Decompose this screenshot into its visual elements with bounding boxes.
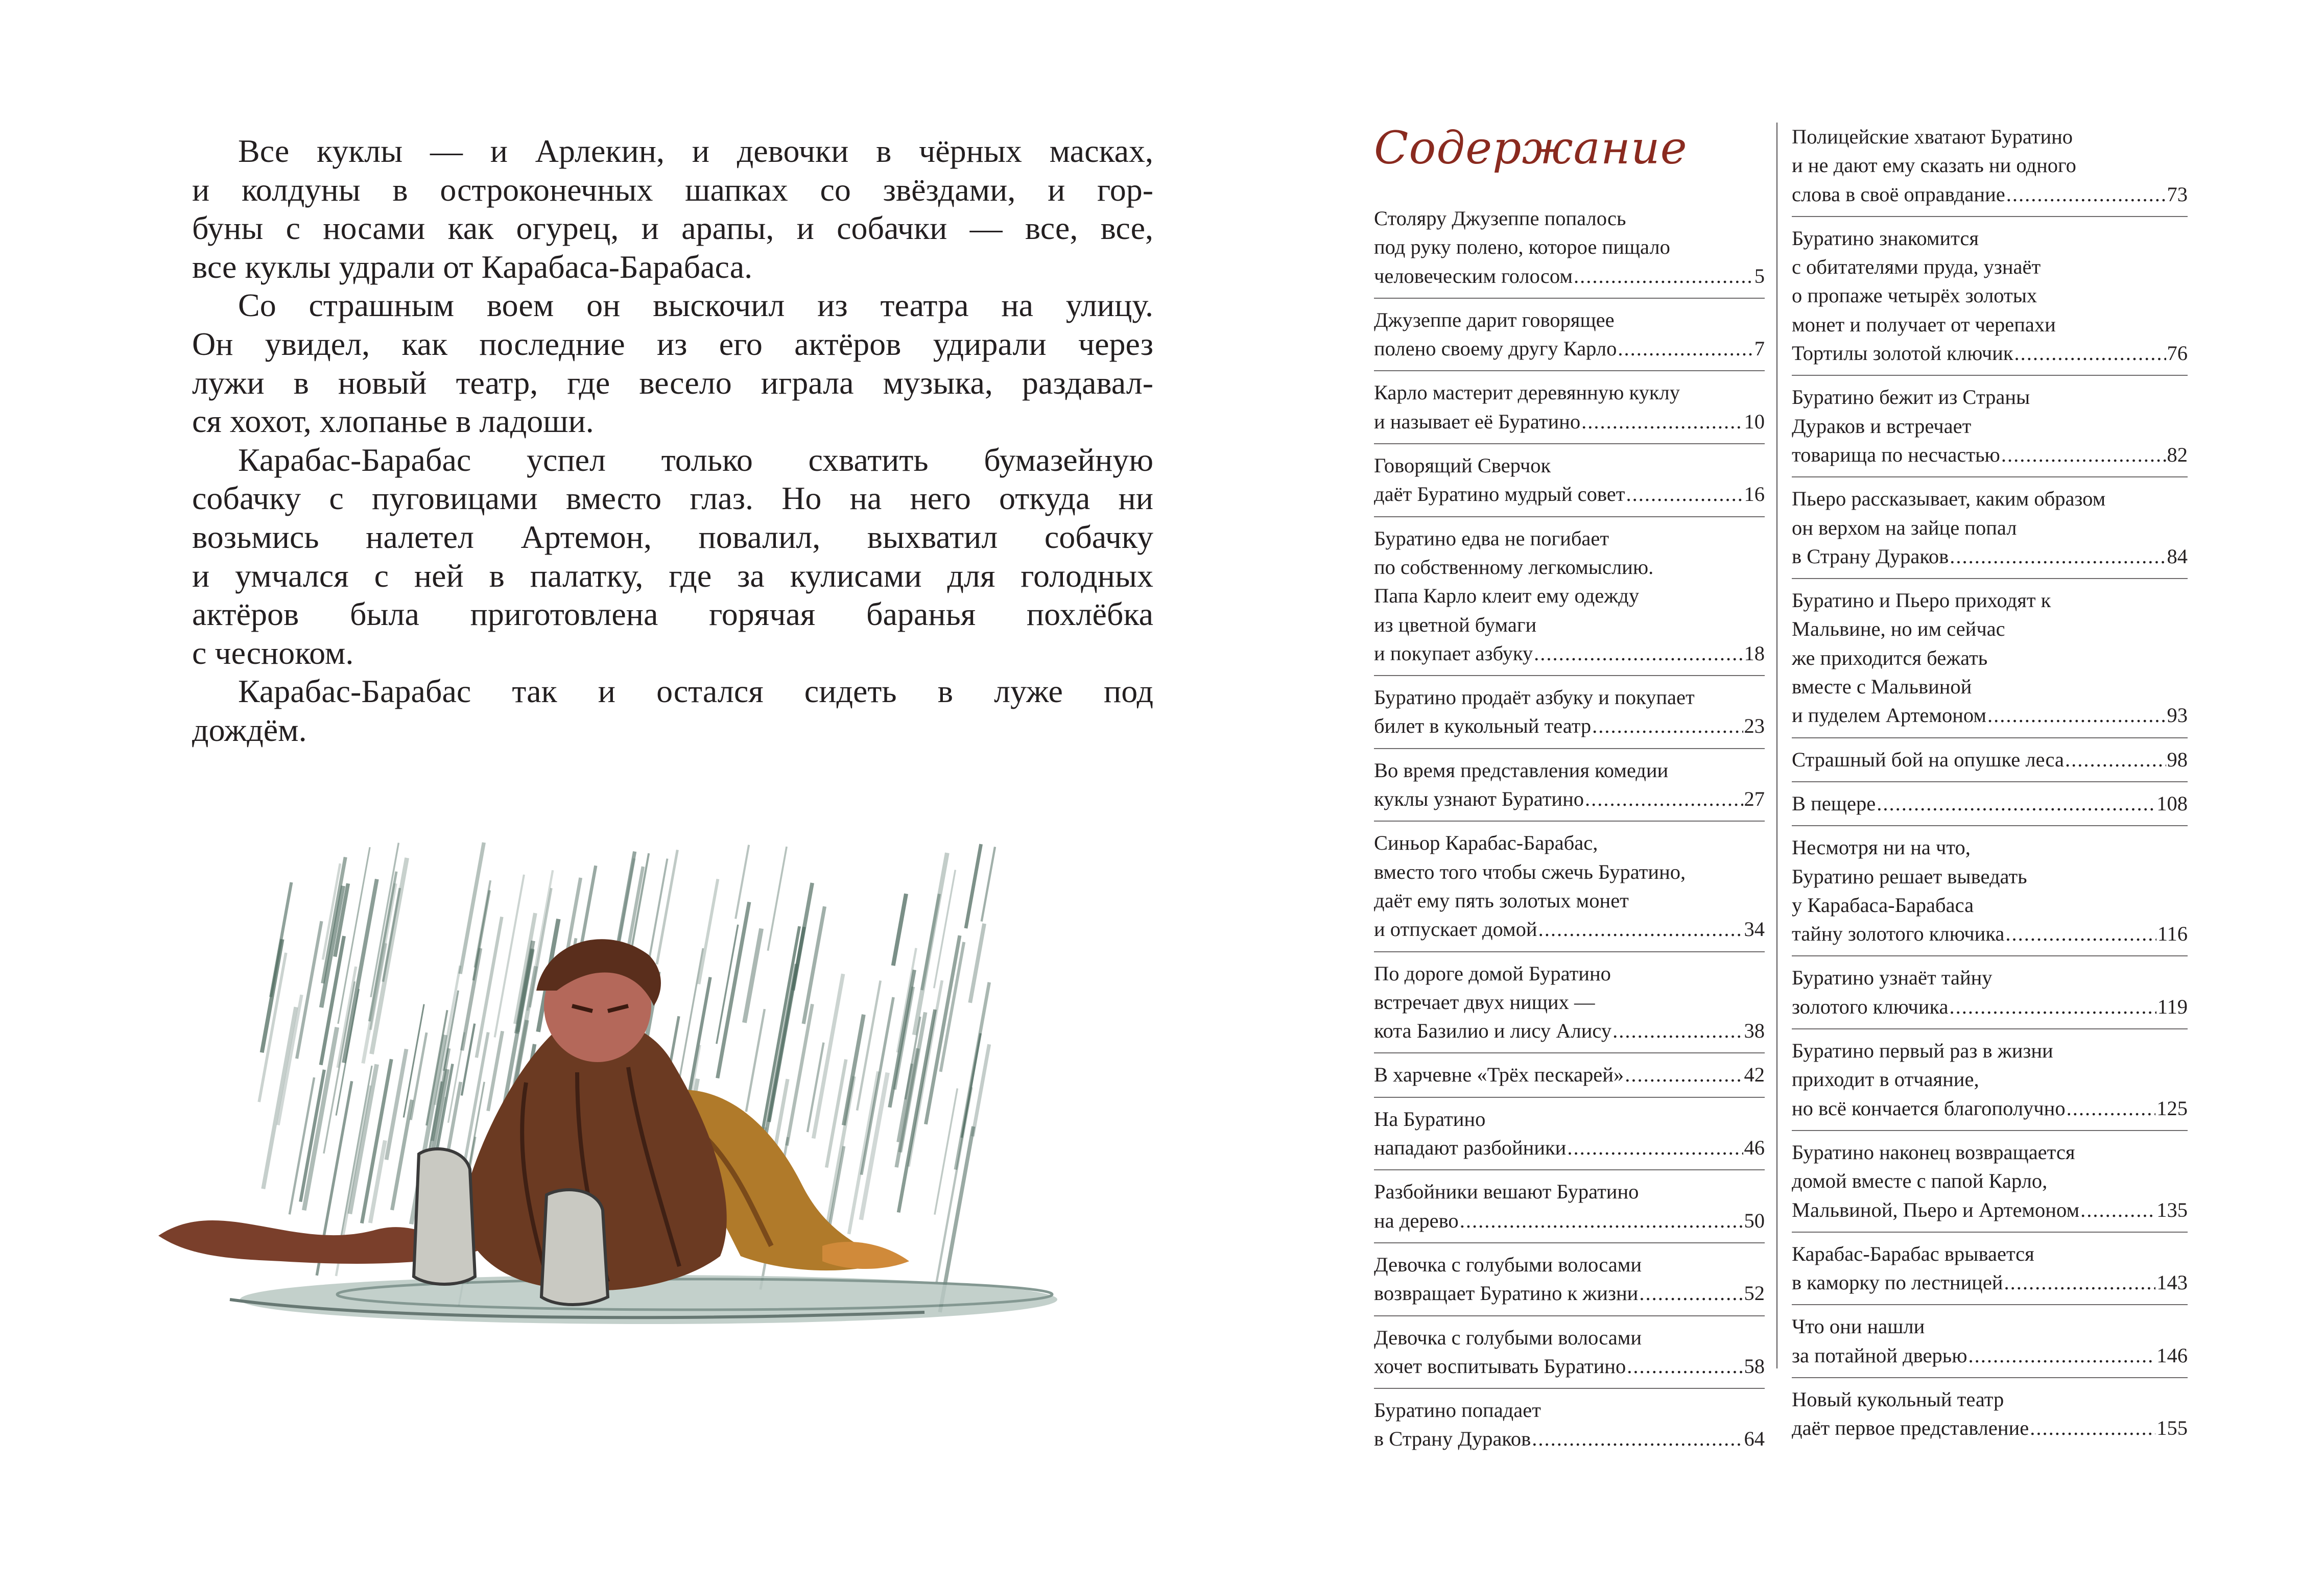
contents-entry-text: и покупает азбуку bbox=[1374, 641, 1533, 665]
contents-entry bbox=[1792, 383, 2188, 477]
rain-stroke bbox=[657, 850, 677, 964]
rain-stroke bbox=[339, 1066, 372, 1250]
dot-leader bbox=[1969, 1341, 2156, 1370]
contents-entry-line: Синьор Карабас-Барабас, bbox=[1374, 831, 1598, 855]
page-number: 108 bbox=[2156, 791, 2188, 815]
page-number: 16 bbox=[1744, 483, 1765, 506]
rain-stroke bbox=[941, 942, 964, 1072]
rain-stroke bbox=[363, 883, 395, 1063]
page-number: 58 bbox=[1744, 1354, 1765, 1378]
story-line: ся хохот, хлопанье в ладоши. bbox=[192, 403, 594, 440]
contents-entry-last-line bbox=[1374, 262, 1765, 291]
contents-entry-line: Буратино продаёт азбуку и покупает bbox=[1374, 686, 1695, 709]
rain-stroke bbox=[962, 1033, 981, 1138]
contents-title: Содержание bbox=[1374, 122, 1688, 174]
rain-stroke bbox=[982, 847, 995, 922]
dot-leader bbox=[1532, 1425, 1743, 1453]
contents-entry bbox=[1374, 524, 1765, 676]
story-line: собачку с пуговицами вместо глаз. Но на него откуда ни bbox=[192, 480, 1153, 517]
contents-entry-line: Новый кукольный театр bbox=[1792, 1387, 2004, 1411]
contents-entry-text: Тортилы золотой ключик bbox=[1792, 342, 2013, 365]
dot-leader bbox=[1612, 1017, 1743, 1045]
rain-stroke bbox=[515, 913, 535, 1024]
contents-entry bbox=[1374, 204, 1765, 299]
contents-entry-last-line bbox=[1374, 1352, 1765, 1381]
contents-entry-text: даёт первое представление bbox=[1792, 1416, 2029, 1440]
contents-entry-last-line bbox=[1792, 1268, 2188, 1297]
dot-leader bbox=[2030, 1414, 2155, 1442]
left-boot bbox=[414, 1149, 475, 1284]
contents-entry-last-line bbox=[1374, 480, 1765, 509]
contents-entry bbox=[1792, 586, 2188, 738]
contents-entry-line: Карло мастерит деревянную куклу bbox=[1374, 381, 1680, 404]
page-number: 82 bbox=[2167, 443, 2188, 466]
story-line: и колдуны в остроконечных шапках со звёздами, и гор- bbox=[192, 171, 1153, 208]
contents-entry-line: из цветной бумаги bbox=[1374, 613, 1537, 636]
rain-stroke bbox=[935, 1089, 957, 1215]
contents-entry-line: даёт ему пять золотых монет bbox=[1374, 888, 1629, 912]
rain-stroke bbox=[344, 879, 377, 1063]
page-number: 10 bbox=[1744, 410, 1765, 433]
contents-entry-last-line bbox=[1374, 407, 1765, 436]
page-number: 64 bbox=[1744, 1427, 1765, 1451]
dot-leader bbox=[1949, 993, 2156, 1021]
hand bbox=[822, 1242, 909, 1269]
right-boot bbox=[541, 1190, 608, 1305]
story-line: Карабас-Барабас так и остался сидеть в луже под bbox=[238, 673, 1153, 710]
contents-entry bbox=[1792, 224, 2188, 376]
contents-entry-last-line bbox=[1374, 1061, 1765, 1089]
contents-entry-last-line bbox=[1374, 1207, 1765, 1235]
contents-entry-line: Буратино узнаёт тайну bbox=[1792, 966, 1993, 990]
rain-stroke bbox=[862, 997, 894, 1175]
contents-entry-text: Мальвиной, Пьеро и Артемоном bbox=[1792, 1198, 2080, 1221]
contents-entry-line: монет и получает от черепахи bbox=[1792, 312, 2056, 336]
contents-entry-line: встречает двух нищих — bbox=[1374, 990, 1595, 1014]
contents-entry-line: Во время представления комедии bbox=[1374, 758, 1669, 782]
story-line: все куклы удрали от Карабаса-Барабаса. bbox=[192, 248, 753, 285]
contents-entry-last-line bbox=[1792, 339, 2188, 368]
contents-entry-last-line bbox=[1374, 712, 1765, 740]
contents-entry bbox=[1374, 683, 1765, 749]
contents-entry-line: Джузеппе дарит говорящее bbox=[1374, 308, 1615, 331]
contents-entry-last-line bbox=[1374, 915, 1765, 944]
contents-entry bbox=[1792, 746, 2188, 782]
dot-leader bbox=[1627, 1352, 1743, 1381]
story-text bbox=[192, 132, 1153, 750]
rain-stroke bbox=[966, 844, 981, 928]
contents-entry-text: слова в своё оправдание bbox=[1792, 182, 2005, 206]
page-number: 7 bbox=[1754, 337, 1765, 360]
contents-entry-text: хочет воспитывать Буратино bbox=[1374, 1354, 1626, 1378]
contents-entry bbox=[1792, 1138, 2188, 1233]
rain-stroke bbox=[699, 879, 718, 984]
dot-leader bbox=[2067, 1094, 2156, 1123]
contents-entry-last-line bbox=[1374, 1279, 1765, 1308]
story-line: и умчался с ней в палатку, где за кулисами для голодных bbox=[192, 557, 1153, 594]
page-number: 34 bbox=[1744, 918, 1765, 941]
contents-entry-text: В харчевне «Трёх пескарей» bbox=[1374, 1063, 1624, 1087]
page-number: 93 bbox=[2167, 704, 2188, 727]
contents-entry-line: Девочка с голубыми волосами bbox=[1374, 1253, 1642, 1276]
story-line: Все куклы — и Арлекин, и девочки в чёрных масках, bbox=[238, 133, 1153, 169]
contents-entry-text: на дерево bbox=[1374, 1209, 1459, 1232]
contents-entry-line: вместо того чтобы сжечь Буратино, bbox=[1374, 860, 1686, 883]
page-number: 52 bbox=[1744, 1282, 1765, 1305]
story-line: Он увидел, как последние из его актёров удирали через bbox=[192, 325, 1153, 362]
contents-entry-text: даёт Буратино мудрый совет bbox=[1374, 483, 1625, 506]
rain-stroke bbox=[744, 928, 761, 1022]
rain-stroke bbox=[304, 1027, 337, 1210]
rain-stroke bbox=[278, 995, 302, 1125]
page-number: 155 bbox=[2156, 1416, 2188, 1440]
contents-entry-text: человеческим голосом bbox=[1374, 264, 1573, 287]
page-number: 146 bbox=[2156, 1343, 2188, 1367]
dot-leader bbox=[1626, 480, 1743, 509]
contents-entry-text: в каморку по лестницей bbox=[1792, 1271, 2003, 1294]
contents-entry-text: и отпускает домой bbox=[1374, 918, 1537, 941]
contents-entry-text: золотого ключика bbox=[1792, 995, 1949, 1018]
contents-entry bbox=[1792, 789, 2188, 826]
rain-stroke bbox=[444, 991, 458, 1071]
story-line: возьмись налетел Артемон, повалил, выхватил собачку bbox=[192, 518, 1153, 555]
contents-entry-line: о пропаже четырёх золотых bbox=[1792, 284, 2037, 307]
contents-entry-line: с обитателями пруда, узнаёт bbox=[1792, 255, 2041, 279]
dot-leader bbox=[1639, 1279, 1743, 1308]
rain-stroke bbox=[411, 1032, 426, 1120]
page-number: 23 bbox=[1744, 714, 1765, 738]
contents-entry-line: и не дают ему сказать ни одного bbox=[1792, 154, 2076, 177]
dot-leader bbox=[1592, 712, 1743, 740]
contents-entry-line: Столяру Джузеппе попалось bbox=[1374, 207, 1626, 230]
dot-leader bbox=[1625, 1061, 1743, 1089]
rain-stroke bbox=[970, 924, 984, 1003]
rain-stroke bbox=[263, 1007, 296, 1189]
page-number: 18 bbox=[1744, 641, 1765, 665]
contents-entry-line: Говорящий Сверчок bbox=[1374, 454, 1551, 477]
contents-entry-line: Буратино едва не погибает bbox=[1374, 526, 1609, 550]
dot-leader bbox=[1950, 542, 2166, 571]
contents-entry-text: и пуделем Артемоном bbox=[1792, 704, 1986, 727]
contents-entry-text: за потайной дверью bbox=[1792, 1343, 1967, 1367]
contents-entry-text: полено своему другу Карло bbox=[1374, 337, 1617, 360]
contents-entry-line: Буратино наконец возвращается bbox=[1792, 1140, 2075, 1164]
page-number: 143 bbox=[2156, 1271, 2188, 1294]
rain-stroke bbox=[768, 847, 787, 951]
contents-entry bbox=[1374, 378, 1765, 444]
contents-entry-line: Буратино попадает bbox=[1374, 1399, 1541, 1422]
contents-entry bbox=[1374, 829, 1765, 952]
dot-leader bbox=[2004, 1268, 2155, 1297]
contents-entry-text: но всё кончается благополучно bbox=[1792, 1096, 2066, 1120]
contents-entry bbox=[1374, 451, 1765, 517]
contents-entry-text: кота Базилио и лису Алису bbox=[1374, 1019, 1612, 1043]
contents-entry bbox=[1792, 833, 2188, 956]
dot-leader bbox=[1538, 915, 1743, 944]
story-line: Карабас-Барабас успел только схватить бумазейную bbox=[238, 441, 1153, 478]
contents-entry-line: Буратино первый раз в жизни bbox=[1792, 1039, 2053, 1063]
contents-entry-line: вместе с Мальвиной bbox=[1792, 675, 1972, 699]
contents-entry-line: Девочка с голубыми волосами bbox=[1374, 1326, 1642, 1349]
contents-entry bbox=[1792, 485, 2188, 579]
story-line: буны с носами как огурец, и арапы, и собачки — все, все, bbox=[192, 210, 1153, 247]
contents-entry-line: Полицейские хватают Буратино bbox=[1792, 125, 2073, 148]
contents-column-2 bbox=[1792, 123, 2188, 1457]
rain-stroke bbox=[814, 974, 843, 1138]
contents-entry bbox=[1374, 1396, 1765, 1461]
dot-leader bbox=[1460, 1207, 1743, 1235]
contents-entry-last-line bbox=[1792, 1414, 2188, 1442]
contents-column-divider bbox=[1776, 123, 1777, 1368]
contents-entry-line: домой вместе с папой Карло, bbox=[1792, 1169, 2048, 1193]
contents-entry-text: нападают разбойники bbox=[1374, 1136, 1567, 1160]
contents-entry-last-line bbox=[1792, 441, 2188, 469]
story-line: Со страшным воем он выскочил из театра на улицу. bbox=[238, 287, 1153, 324]
contents-entry-line: Разбойники вешают Буратино bbox=[1374, 1180, 1639, 1204]
contents-entry-text: В пещере bbox=[1792, 791, 1876, 815]
dot-leader bbox=[1534, 639, 1743, 668]
dot-leader bbox=[1877, 789, 2155, 818]
contents-entry-text: Страшный бой на опушке леса bbox=[1792, 748, 2064, 771]
contents-entry-text: и называет её Буратино bbox=[1374, 410, 1581, 433]
page-number: 135 bbox=[2156, 1198, 2188, 1221]
contents-entry-last-line bbox=[1374, 1425, 1765, 1453]
dot-leader bbox=[1581, 407, 1743, 436]
page-number: 5 bbox=[1754, 264, 1765, 287]
contents-entry-line: Пьеро рассказывает, каким образом bbox=[1792, 487, 2106, 511]
rain-stroke bbox=[893, 894, 906, 966]
dot-leader bbox=[2014, 339, 2166, 368]
contents-entry-line: Карабас-Барабас врывается bbox=[1792, 1242, 2034, 1265]
page-number: 119 bbox=[2157, 995, 2188, 1018]
contents-entry bbox=[1374, 1061, 1765, 1097]
page-number: 46 bbox=[1744, 1136, 1765, 1160]
contents-entry-line: Что они нашли bbox=[1792, 1315, 1925, 1338]
contents-entry-last-line bbox=[1792, 920, 2188, 948]
contents-entry-last-line bbox=[1374, 785, 1765, 813]
rain-stroke bbox=[473, 891, 490, 980]
page-number: 98 bbox=[2167, 748, 2188, 771]
page-number: 38 bbox=[1744, 1019, 1765, 1043]
dot-leader bbox=[1585, 785, 1743, 813]
page-number: 84 bbox=[2167, 544, 2188, 568]
contents-entry-last-line bbox=[1374, 334, 1765, 363]
page-number: 27 bbox=[1744, 787, 1765, 811]
contents-entry-line: под руку полено, которое пищало bbox=[1374, 235, 1670, 259]
story-line: лужи в новый театр, где весело играла музыка, раздавал- bbox=[192, 364, 1153, 401]
contents-entry-line: По дороге домой Буратино bbox=[1374, 961, 1611, 985]
dot-leader bbox=[2065, 746, 2166, 774]
contents-entry-text: билет в кукольный театр bbox=[1374, 714, 1592, 738]
karabas-in-rain-illustration bbox=[158, 837, 1159, 1348]
contents-entry-last-line bbox=[1374, 1017, 1765, 1045]
contents-entry-last-line bbox=[1792, 1341, 2188, 1370]
story-line: дождём. bbox=[192, 711, 307, 748]
contents-entry bbox=[1792, 123, 2188, 217]
rain-stroke bbox=[746, 1009, 765, 1112]
contents-entry-last-line bbox=[1792, 1196, 2188, 1224]
contents-entry-text: товарища по несчастью bbox=[1792, 443, 2000, 466]
contents-entry bbox=[1374, 306, 1765, 372]
dot-leader bbox=[1618, 334, 1753, 363]
dot-leader bbox=[1987, 701, 2166, 730]
dot-leader bbox=[2080, 1196, 2155, 1224]
contents-entry bbox=[1374, 1177, 1765, 1243]
dot-leader bbox=[1567, 1134, 1743, 1162]
contents-entry-line: Папа Карло клеит ему одежду bbox=[1374, 584, 1640, 608]
contents-entry-text: в Страну Дураков bbox=[1792, 544, 1949, 568]
contents-column-1 bbox=[1374, 204, 1765, 1468]
contents-entry bbox=[1792, 1240, 2188, 1306]
contents-entry bbox=[1374, 756, 1765, 822]
contents-entry bbox=[1792, 964, 2188, 1029]
page-number: 50 bbox=[1744, 1209, 1765, 1232]
contents-entry-last-line bbox=[1792, 746, 2188, 774]
contents-entry bbox=[1374, 1251, 1765, 1316]
contents-entry-line: Буратино решает выведать bbox=[1792, 864, 2027, 888]
contents-entry-last-line bbox=[1374, 639, 1765, 668]
contents-entry-last-line bbox=[1792, 993, 2188, 1021]
contents-entry-text: тайну золотого ключика bbox=[1792, 922, 2005, 946]
contents-entry-line: приходит в отчаяние, bbox=[1792, 1068, 1979, 1091]
contents-entry-last-line bbox=[1792, 789, 2188, 818]
contents-entry-line: Буратино и Пьеро приходят к bbox=[1792, 589, 2051, 612]
rain-stroke bbox=[488, 1031, 503, 1111]
contents-entry-line: у Карабаса-Барабаса bbox=[1792, 893, 1974, 917]
contents-entry-line: Несмотря ни на что, bbox=[1792, 836, 1971, 859]
contents-entry bbox=[1792, 1037, 2188, 1131]
contents-entry bbox=[1374, 959, 1765, 1054]
page-number: 125 bbox=[2156, 1096, 2188, 1120]
contents-entry-line: Буратино знакомится bbox=[1792, 226, 1979, 250]
contents-entry bbox=[1792, 1312, 2188, 1378]
rain-stroke bbox=[828, 1146, 844, 1233]
contents-entry-last-line bbox=[1792, 180, 2188, 209]
contents-entry-line: же приходится бежать bbox=[1792, 646, 1988, 669]
rain-stroke bbox=[370, 1140, 385, 1223]
contents-entry-last-line bbox=[1374, 1134, 1765, 1162]
dot-leader bbox=[2006, 180, 2166, 209]
contents-entry bbox=[1374, 1105, 1765, 1171]
contents-entry-last-line bbox=[1792, 1094, 2188, 1123]
contents-entry-line: он верхом на зайце попал bbox=[1792, 516, 2017, 539]
page-number: 76 bbox=[2167, 342, 2188, 365]
rain-stroke bbox=[718, 902, 749, 1078]
contents-entry-text: возвращает Буратино к жизни bbox=[1374, 1282, 1639, 1305]
contents-entry-line: На Буратино bbox=[1374, 1107, 1486, 1131]
rain-stroke bbox=[297, 921, 321, 1059]
page-number: 116 bbox=[2157, 922, 2188, 946]
dot-leader bbox=[1574, 262, 1753, 291]
story-line: с чесноком. bbox=[192, 634, 354, 671]
contents-entry bbox=[1792, 1385, 2188, 1450]
story-line: актёров была приготовлена горячая баранья похлёбка bbox=[192, 596, 1153, 633]
contents-entry-text: в Страну Дураков bbox=[1374, 1427, 1531, 1451]
contents-entry-line: Буратино бежит из Страны bbox=[1792, 386, 2030, 409]
contents-entry-line: по собственному легкомыслию. bbox=[1374, 555, 1654, 579]
contents-entry-last-line bbox=[1792, 542, 2188, 571]
page-number: 73 bbox=[2167, 182, 2188, 206]
contents-entry bbox=[1374, 1324, 1765, 1389]
contents-entry-line: Мальвине, но им сейчас bbox=[1792, 617, 2005, 641]
dot-leader bbox=[2005, 920, 2156, 948]
contents-entry-last-line bbox=[1792, 701, 2188, 730]
page-number: 42 bbox=[1744, 1063, 1765, 1087]
contents-entry-line: Дураков и встречает bbox=[1792, 414, 1972, 438]
rain-stroke bbox=[897, 948, 916, 1052]
contents-entry-text: куклы узнают Буратино bbox=[1374, 787, 1584, 811]
dot-leader bbox=[2001, 441, 2166, 469]
rain-stroke bbox=[350, 1064, 377, 1214]
